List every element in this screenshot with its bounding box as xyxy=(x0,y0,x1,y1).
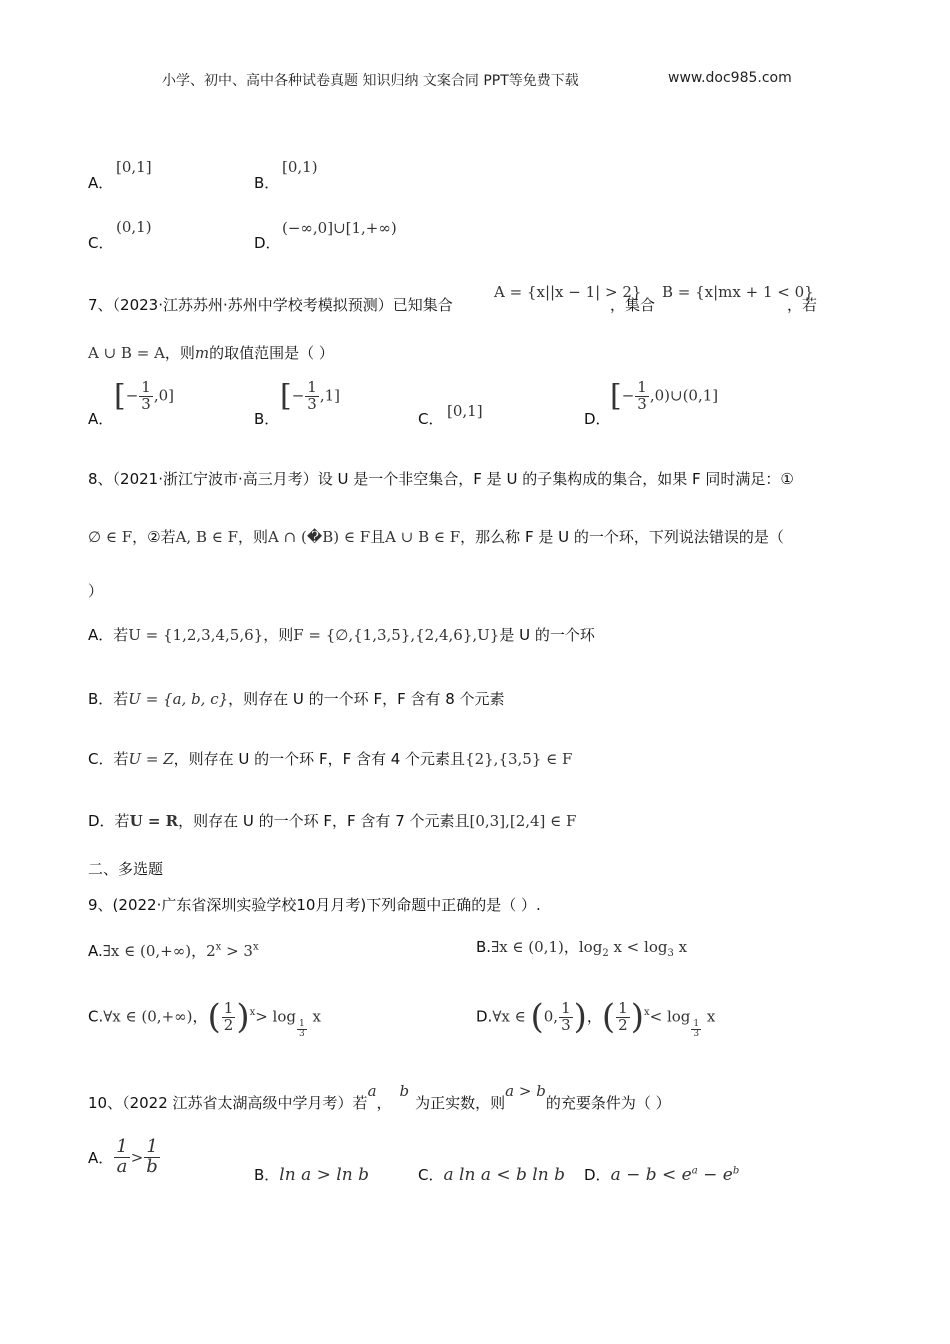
q8-text-2: ，②若 xyxy=(132,528,176,546)
q6-option-c-label: C． xyxy=(88,234,114,252)
q8-option-b: B．若U = {a, b, c}，则存在 U 的一个环 F，F 含有 8 个元素 xyxy=(88,690,505,708)
q9-stem: 9、(2022·广东省深圳实验学校10月月考)下列命题中正确的是（ ）. xyxy=(88,896,541,914)
q7-text-3: ，若 xyxy=(787,296,818,314)
q6-option-b-label: B． xyxy=(254,174,280,192)
q8-text-4: 且 xyxy=(370,528,386,546)
q8-math-1: ∅ ∈ F xyxy=(88,528,133,546)
q8-math-3: A ∩ (�B) ∈ F xyxy=(268,528,371,546)
q8-option-a: A．若U = {1,2,3,4,5,6}，则F = {∅,{1,3,5},{2,4,6},U}是 U 的一个环 xyxy=(88,626,595,644)
q7-text-2: ，集合 xyxy=(610,296,656,314)
q8-stem-line2 xyxy=(88,526,784,547)
q8-option-d: D．若U = R，则存在 U 的一个环 F，F 含有 7 个元素且[0,3],[2,4] ∈ F xyxy=(88,812,577,830)
q10-option-c: C．a ln a < b ln b xyxy=(418,1165,565,1185)
q7-option-a-math: [− $\frac{1}{3}$ ,0] xyxy=(114,378,175,414)
q8-close-paren: ） xyxy=(88,582,104,600)
q7-option-a-label: A． xyxy=(88,410,114,428)
q8-text-1: 设 U 是一个非空集合，F 是 U 的子集构成的集合，如果 F 同时满足：① xyxy=(317,470,794,488)
q7-set-a: A = {x||x − 1| > 2} xyxy=(494,283,642,301)
q10-option-a: A． $\frac{1}{a}$ > $\frac{1}{b}$ xyxy=(88,1136,158,1177)
q8-number: 8、 xyxy=(88,470,113,488)
q6-option-d-math: (−∞,0]∪[1,+∞) xyxy=(282,219,397,237)
section-heading-multiple-choice: 二、多选题 xyxy=(88,860,164,878)
q7-stem-line1 xyxy=(88,294,453,315)
q10-stem: 10、（2022 江苏省太湖高级中学月考）若a，b为正实数，则a > b的充要条件为（ ） xyxy=(88,1082,671,1112)
q6-option-a-math: [0,1] xyxy=(116,158,152,176)
q7-option-b-label: B． xyxy=(254,410,280,428)
q7-option-c-label: C． xyxy=(418,410,444,428)
q7-text-5: 的取值范围是（ ） xyxy=(209,344,334,362)
q7-variable-m: m xyxy=(194,344,210,362)
q8-math-4: A ∪ B ∈ F xyxy=(385,528,461,546)
q7-text-1: 已知集合 xyxy=(392,296,453,314)
q7-option-b-math: [− $\frac{1}{3}$ ,1] xyxy=(280,378,341,414)
q7-stem-line2 xyxy=(88,342,334,363)
q6-option-c-math: (0,1) xyxy=(116,218,152,236)
q6-option-b-math: [0,1) xyxy=(282,158,318,176)
q7-set-b: B = {x|mx + 1 < 0} xyxy=(662,283,814,301)
q6-option-d-label: D． xyxy=(254,234,281,252)
q8-math-2: A, B ∈ F xyxy=(175,528,239,546)
q9-option-d: D.∀x ∈ (0, $\frac{1}{3}$ )，( $\frac{1}{2}$ )$^x$< log $\frac{1}{3}$ x xyxy=(476,997,716,1040)
q8-source: （2021·浙江宁波市·高三月考） xyxy=(112,470,318,488)
q7-text-4: ，则 xyxy=(164,344,195,362)
q7-number: 7、 xyxy=(88,296,113,314)
q6-option-a-label: A． xyxy=(88,174,114,192)
q8-stem-line1 xyxy=(88,468,794,489)
q7-option-c-math: [0,1] xyxy=(447,402,483,420)
q9-option-a: A.∃x ∈ (0,+∞)，$2^x > 3^x$ xyxy=(88,941,259,960)
q7-condition: A ∪ B = A xyxy=(88,344,165,362)
header-url[interactable]: www.doc985.com xyxy=(668,70,792,86)
q8-text-5: ，那么称 F 是 U 的一个环，下列说法错误的是（ xyxy=(460,528,784,546)
q7-option-d-label: D． xyxy=(584,410,611,428)
q7-option-d-math: [− $\frac{1}{3}$ ,0)∪(0,1] xyxy=(610,378,719,414)
q9-option-b: B.∃x ∈ (0,1)，$\log_2 x < \log_3 x$ xyxy=(476,938,688,960)
q8-option-c: C．若U = Z，则存在 U 的一个环 F，F 含有 4 个元素且{2},{3,5} ∈ F xyxy=(88,750,573,768)
q10-option-d: D．$a - b < e^a - e^b$ xyxy=(584,1165,740,1185)
q8-text-3: ，则 xyxy=(238,528,269,546)
q10-option-b: B．ln a > ln b xyxy=(254,1165,369,1185)
header-banner: 小学、初中、高中各种试卷真题 知识归纳 文案合同 PPT等免费下载 xyxy=(162,73,579,89)
q7-source: （2023·江苏苏州·苏州中学校考模拟预测） xyxy=(112,296,393,314)
q9-option-c: C.∀x ∈ (0,+∞)，( $\frac{1}{2}$ )$^x$> log $\frac{1}{3}$ x xyxy=(88,997,321,1040)
